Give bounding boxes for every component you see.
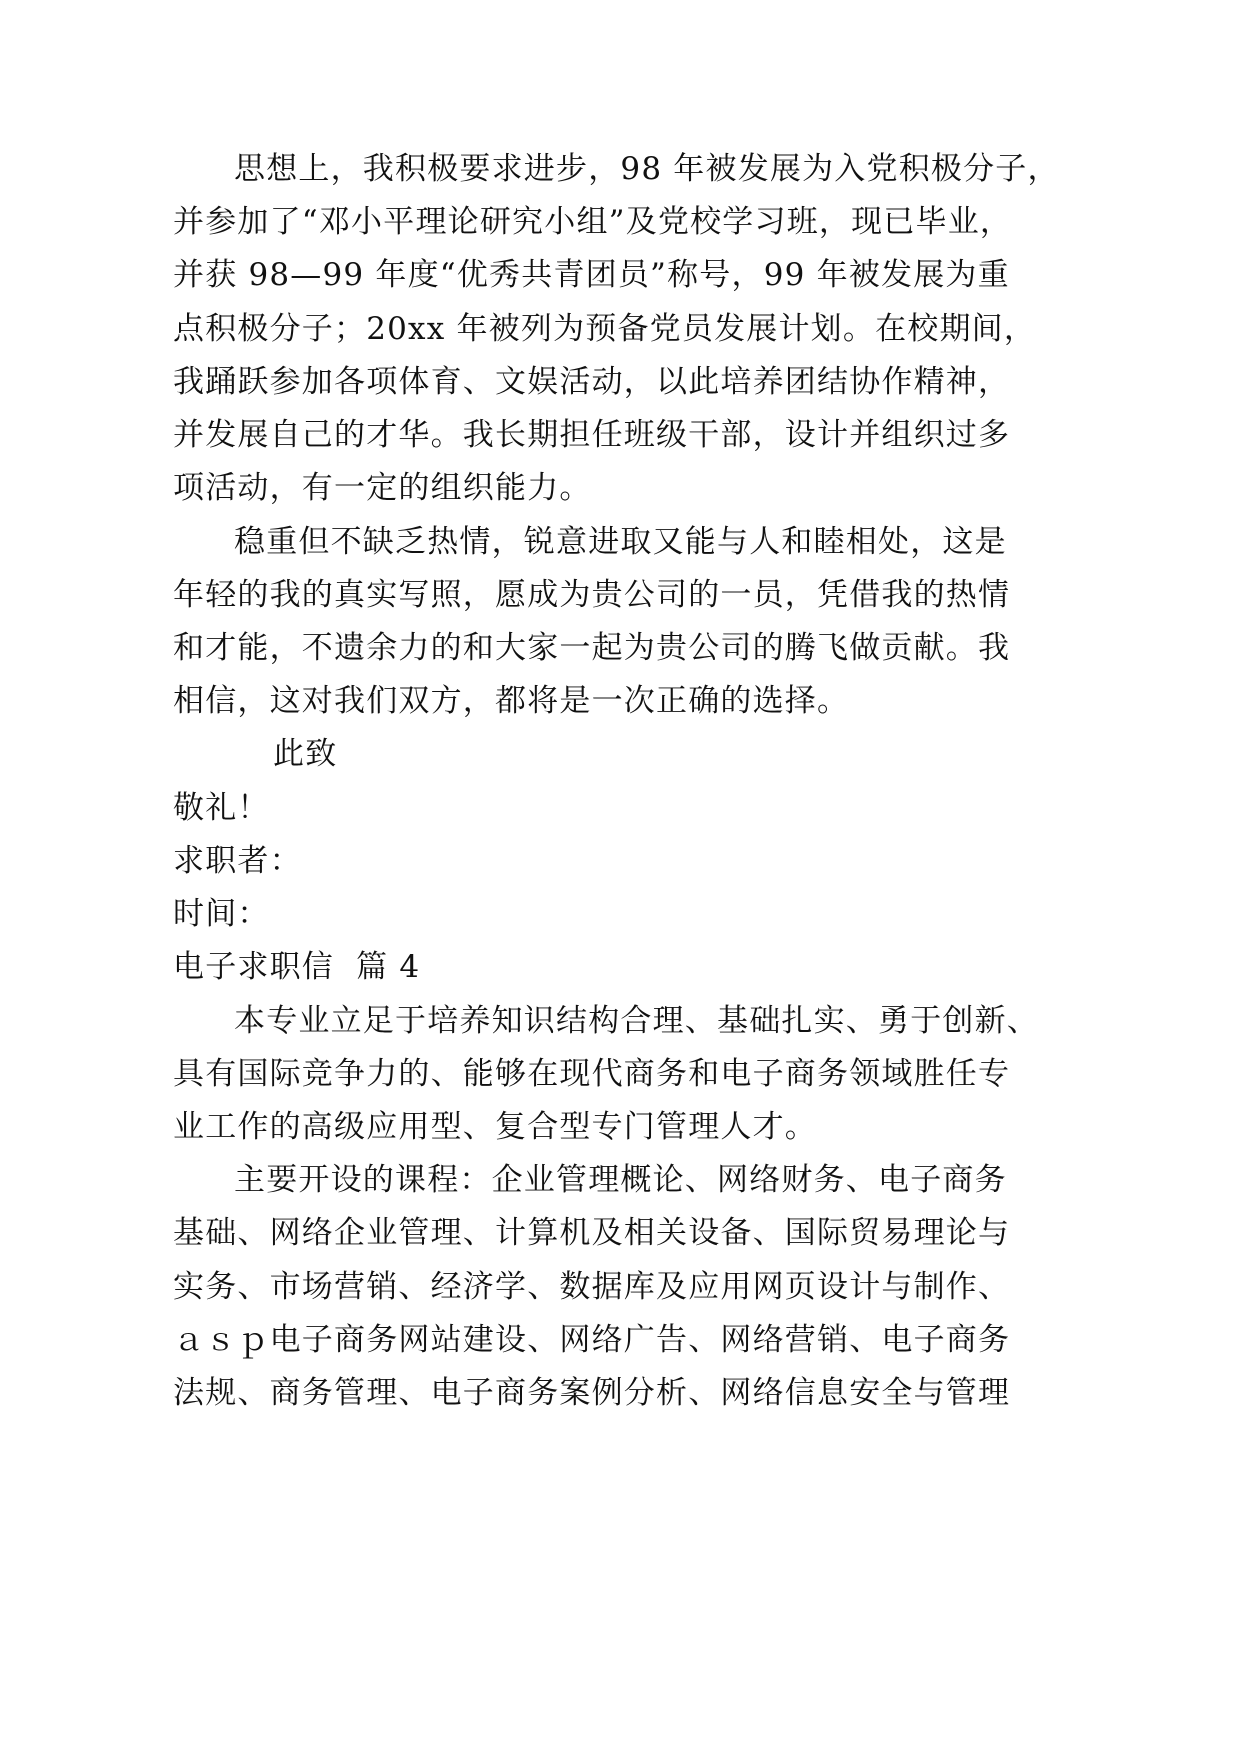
text-line: 点积极分子；20xx 年被列为预备党员发展计划。在校期间，	[173, 311, 1037, 347]
section-heading: 电子求职信 篇 4	[173, 949, 421, 985]
text-line: ａｓｐ电子商务网站建设、网络广告、网络营销、电子商务	[173, 1322, 1011, 1358]
applicant-label: 求职者：	[173, 843, 302, 879]
text-line: 本专业立足于培养知识结构合理、基础扎实、勇于创新、	[234, 1003, 1039, 1039]
text-line: 业工作的高级应用型、复合型专门管理人才。	[173, 1109, 817, 1145]
text-line: 我踊跃参加各项体育、文娱活动，以此培养团结协作精神，	[173, 364, 1011, 400]
text-line: 年轻的我的真实写照，愿成为贵公司的一员，凭借我的热情	[173, 577, 1011, 613]
text-line: 并参加了“邓小平理论研究小组”及党校学习班，现已毕业，	[173, 204, 1013, 240]
time-label: 时间：	[173, 896, 270, 932]
text-line: 项活动，有一定的组织能力。	[173, 470, 592, 506]
text-line: 稳重但不缺乏热情，锐意进取又能与人和睦相处，这是	[234, 524, 1007, 560]
text-line: 相信，这对我们双方，都将是一次正确的选择。	[173, 683, 850, 719]
text-line: 基础、网络企业管理、计算机及相关设备、国际贸易理论与	[173, 1215, 1011, 1251]
text-line: 和才能，不遗余力的和大家一起为贵公司的腾飞做贡献。我	[173, 630, 1011, 666]
text-line: 思想上，我积极要求进步，98 年被发展为入党积极分子，	[234, 151, 1060, 187]
text-line: 法规、商务管理、电子商务案例分析、网络信息安全与管理	[173, 1375, 1011, 1411]
text-line: 具有国际竞争力的、能够在现代商务和电子商务领域胜任专	[173, 1056, 1011, 1092]
text-line: 主要开设的课程：企业管理概论、网络财务、电子商务	[234, 1162, 1007, 1198]
closing-regards: 敬礼！	[173, 790, 270, 826]
text-line: 并发展自己的才华。我长期担任班级干部，设计并组织过多	[173, 417, 1011, 453]
text-line: 并获 98—99 年度“优秀共青团员”称号，99 年被发展为重	[173, 257, 1010, 293]
text-line: 实务、市场营销、经济学、数据库及应用网页设计与制作、	[173, 1269, 1011, 1305]
closing-salutation: 此致	[273, 736, 338, 772]
